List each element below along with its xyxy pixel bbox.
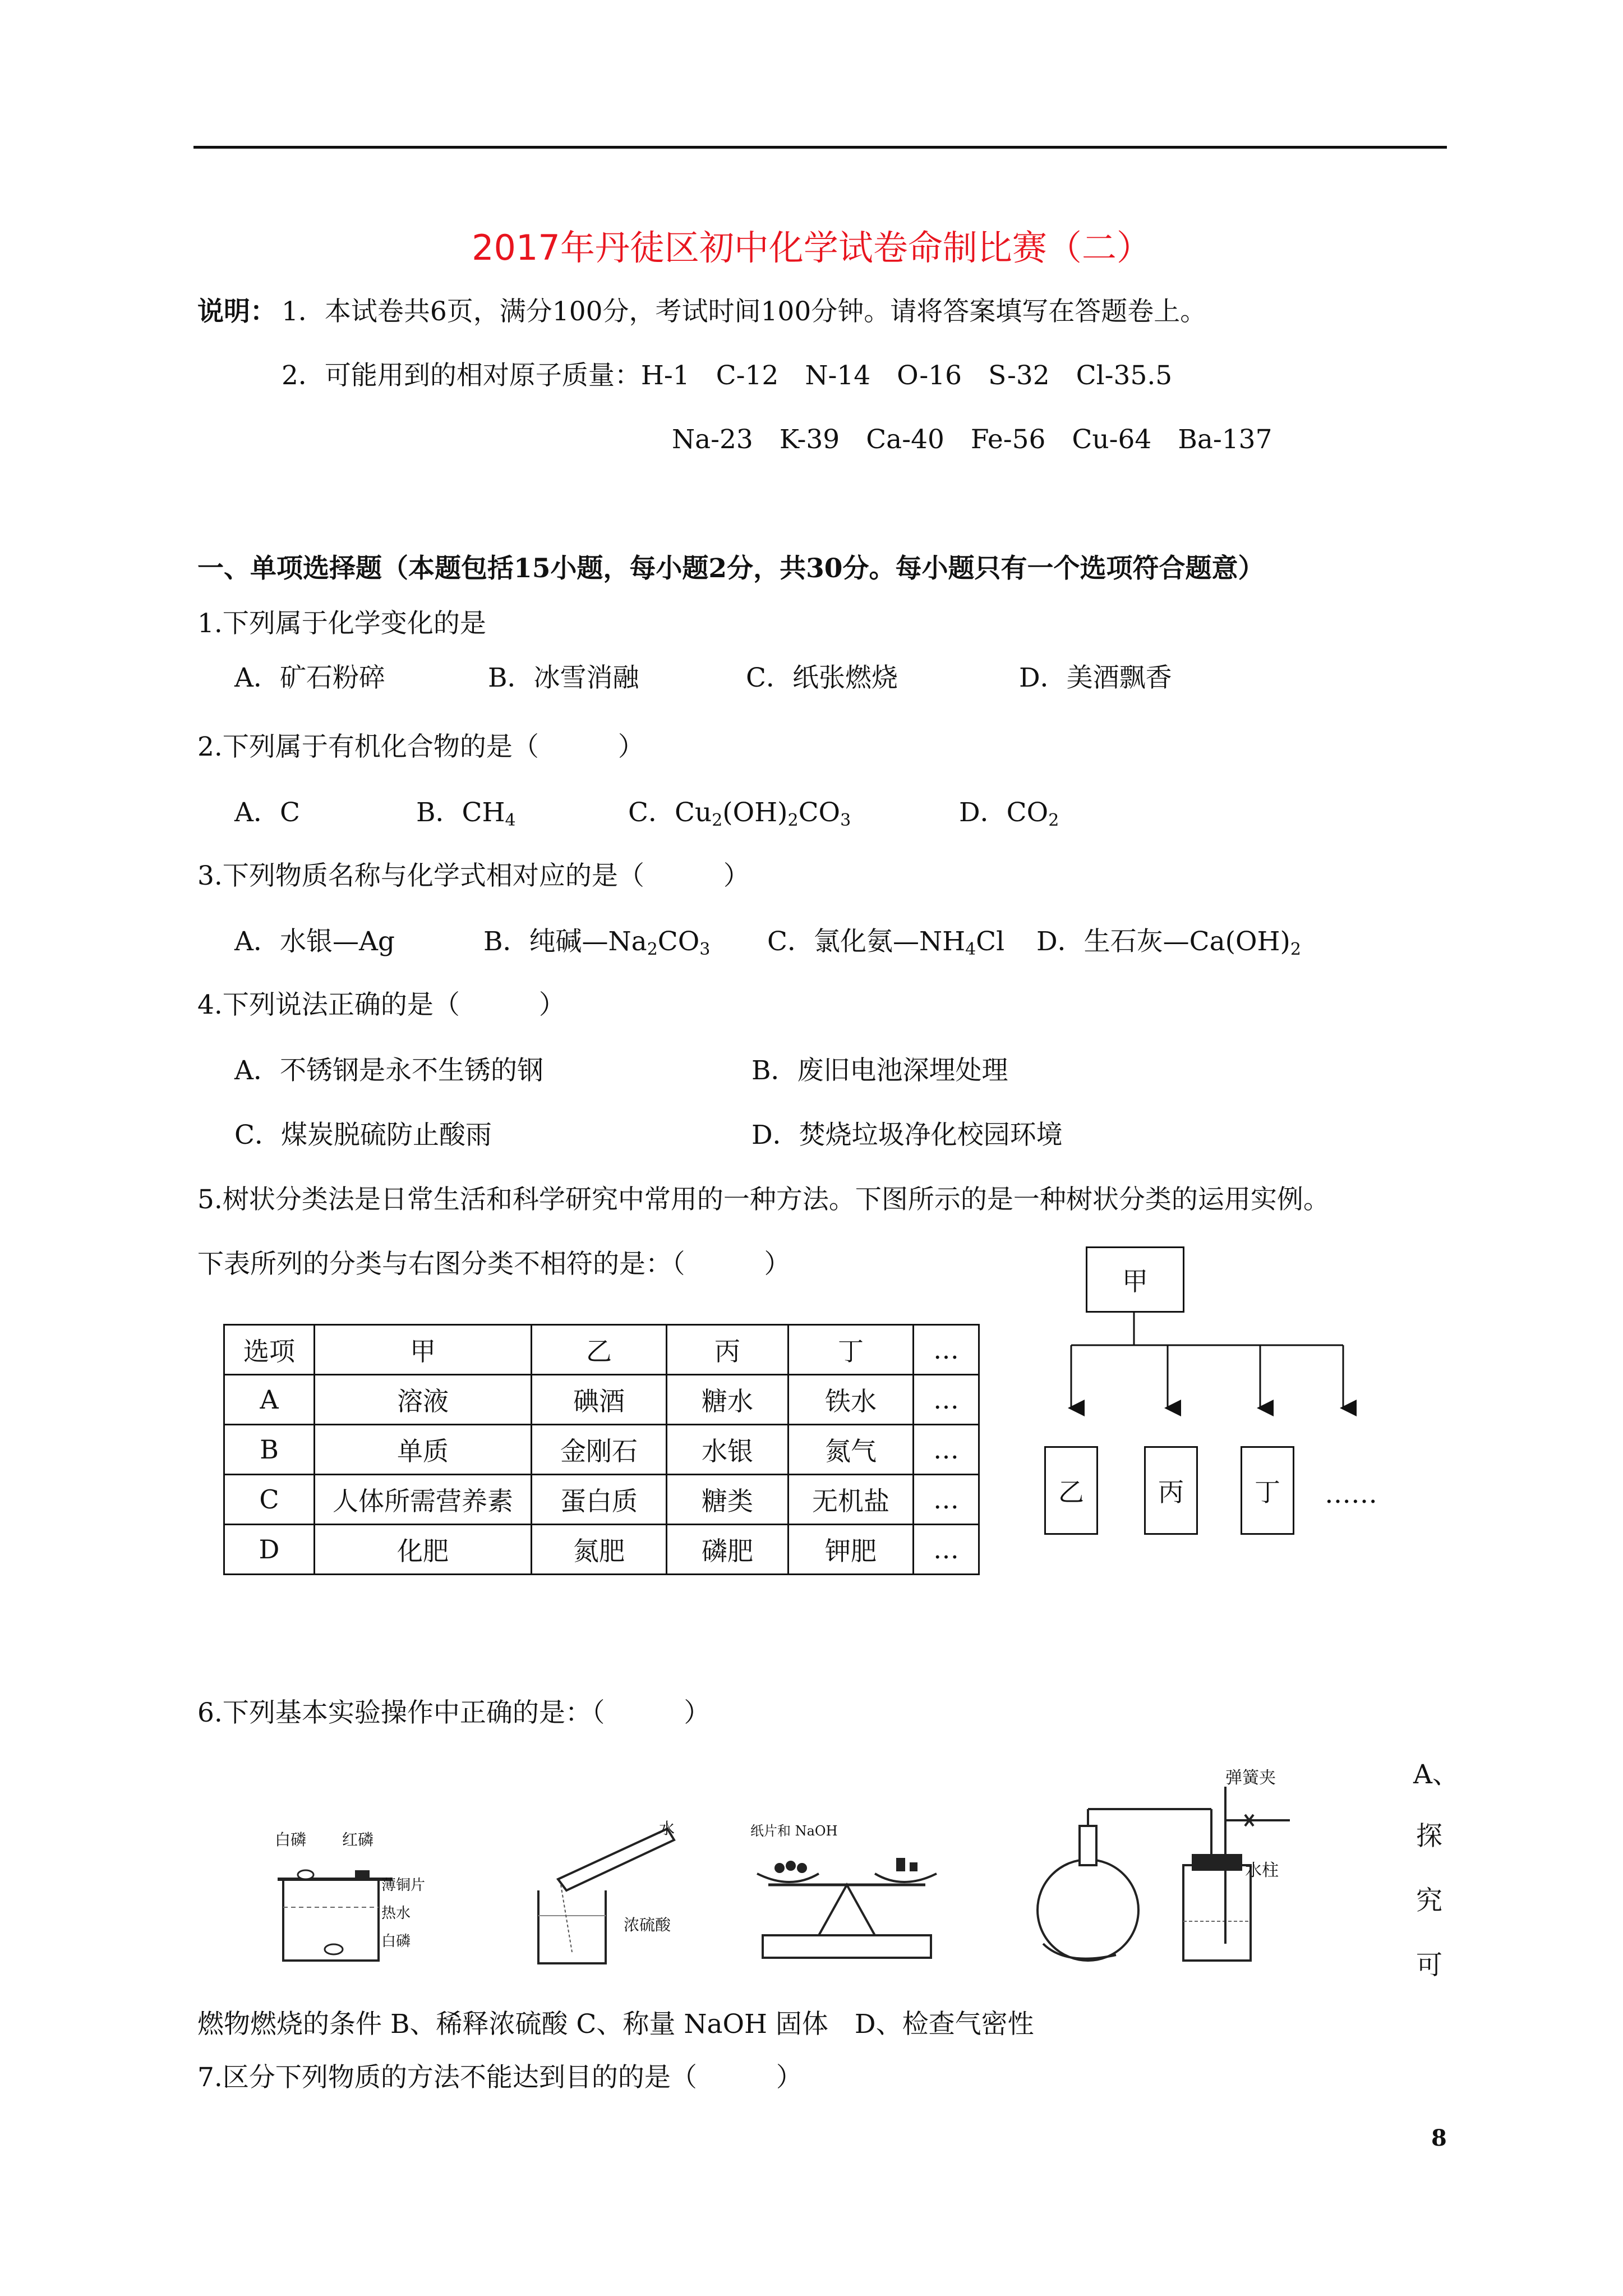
- table-header-row: [224, 1325, 979, 1375]
- tree-root-box: 甲: [1086, 1246, 1184, 1313]
- fig-d-label-clamp: 弹簧夹: [1225, 1768, 1276, 1788]
- table-cell: 糖水: [667, 1375, 789, 1425]
- fig-a-label-red-p: 红磷: [342, 1830, 374, 1849]
- table-cell: 磷肥: [667, 1525, 789, 1575]
- table-header-cell: 乙: [532, 1325, 667, 1375]
- q3-option-b: B．纯碱$—Na_2CO_3$: [483, 926, 711, 959]
- table-cell: 人体所需营养素: [315, 1475, 532, 1525]
- tree-more: ……: [1325, 1479, 1377, 1510]
- q1-option-a: A．矿石粉碎: [234, 662, 385, 693]
- table-header-cell: …: [914, 1325, 979, 1375]
- q3-stem: 3.下列物质名称与化学式相对应的是（ ）: [197, 861, 750, 891]
- q6-stem: 6.下列基本实验操作中正确的是：（ ）: [197, 1697, 711, 1728]
- table-cell: 化肥: [315, 1525, 532, 1575]
- table-row: [224, 1375, 979, 1425]
- exam-title: 2017年丹徒区初中化学试卷命制比赛（二）: [472, 227, 1151, 268]
- q2-stem: 2.下列属于有机化合物的是（ ）: [197, 731, 644, 762]
- q4-option-c: C．煤炭脱硫防止酸雨: [234, 1120, 492, 1151]
- q1-option-d: D．美酒飘香: [1019, 662, 1172, 693]
- fig-c-label: 纸片和 NaOH: [750, 1823, 838, 1839]
- table-cell: A: [224, 1375, 315, 1425]
- table-cell: 糖类: [667, 1475, 789, 1525]
- q4-stem: 4.下列说法正确的是（ ）: [197, 990, 565, 1020]
- q6-side-char: 可: [1416, 1950, 1442, 1981]
- table-cell: 氮肥: [532, 1525, 667, 1575]
- table-cell: …: [914, 1475, 979, 1525]
- q6-side-char: 究: [1416, 1885, 1442, 1916]
- table-cell: 水银: [667, 1425, 789, 1475]
- notes-line-1: 1．本试卷共6页，满分100分，考试时间100分钟。请将答案填写在答题卷上。: [282, 296, 1207, 327]
- fig-a-label-water: 热水: [381, 1905, 411, 1922]
- q2-option-d: D．$CO_2$: [959, 797, 1059, 830]
- fig-d-label-water-column: 水柱: [1245, 1861, 1279, 1880]
- table-row: [224, 1475, 979, 1525]
- q6-caption: 燃物燃烧的条件 B、稀释浓硫酸 C、称量 NaOH 固体 D、检查气密性: [197, 2009, 1034, 2040]
- fig-a-label-white-p-2: 白磷: [381, 1933, 411, 1950]
- q6-side-char: 探: [1416, 1821, 1442, 1852]
- classification-table: [223, 1324, 980, 1575]
- table-cell: …: [914, 1525, 979, 1575]
- table-cell: 氮气: [789, 1425, 914, 1475]
- table-cell: C: [224, 1475, 315, 1525]
- q3-option-d: D．生石灰$—Ca(OH)_2$: [1036, 926, 1301, 959]
- fig-b-label-water: 水: [659, 1819, 675, 1838]
- q4-option-b: B．废旧电池深埋处理: [751, 1055, 1008, 1086]
- table-cell: …: [914, 1375, 979, 1425]
- page-number: 8: [1431, 2125, 1447, 2151]
- fig-a-label-white-p: 白磷: [275, 1830, 307, 1849]
- table-cell: 无机盐: [789, 1475, 914, 1525]
- notes-line-3: Na-23 K-39 Ca-40 Fe-56 Cu-64 Ba-137: [672, 424, 1272, 455]
- table-cell: 溶液: [315, 1375, 532, 1425]
- section-1-heading: 一、单项选择题（本题包括15小题，每小题2分，共30分。每小题只有一个选项符合题意）: [197, 553, 1265, 584]
- q4-option-d: D．焚烧垃圾净化校园环境: [751, 1120, 1063, 1151]
- table-cell: 蛋白质: [532, 1475, 667, 1525]
- q2-option-a: A．C: [234, 797, 300, 828]
- tree-child-box: 乙: [1044, 1446, 1098, 1535]
- table-header-cell: 选项: [224, 1325, 315, 1375]
- tree-child-box: 丁: [1241, 1446, 1294, 1535]
- top-rule: [193, 146, 1447, 149]
- table-row: [224, 1425, 979, 1475]
- q1-option-b: B．冰雪消融: [488, 662, 639, 693]
- table-cell: 单质: [315, 1425, 532, 1475]
- q1-option-c: C．纸张燃烧: [746, 662, 898, 693]
- q2-option-b: B．$CH_4$: [416, 797, 516, 830]
- q5-stem-2: 下表所列的分类与右图分类不相符的是：（ ）: [197, 1249, 791, 1280]
- q1-stem: 1.下列属于化学变化的是: [197, 608, 486, 639]
- q3-option-a: A．水银—Ag: [234, 926, 395, 957]
- q5-stem-1: 5.树状分类法是日常生活和科学研究中常用的一种方法。下图所示的是一种树状分类的运用实例。: [197, 1184, 1330, 1215]
- q2-option-c: C．$Cu_2(OH)_2CO_3$: [628, 797, 851, 830]
- fig-a-label-copper: 薄铜片: [381, 1877, 426, 1894]
- notes-label: 说明：: [197, 296, 276, 327]
- table-cell: 钾肥: [789, 1525, 914, 1575]
- q3-option-c: C．氯化氨$—NH_4Cl$: [767, 926, 1005, 959]
- table-cell: 铁水: [789, 1375, 914, 1425]
- fig-b-label-acid: 浓硫酸: [624, 1916, 671, 1934]
- q7-stem: 7.区分下列物质的方法不能达到目的的是（ ）: [197, 2062, 803, 2093]
- table-header-cell: 丙: [667, 1325, 789, 1375]
- table-cell: 碘酒: [532, 1375, 667, 1425]
- table-cell: …: [914, 1425, 979, 1475]
- table-cell: B: [224, 1425, 315, 1475]
- table-header-cell: 丁: [789, 1325, 914, 1375]
- table-row: [224, 1525, 979, 1575]
- table-cell: 金刚石: [532, 1425, 667, 1475]
- q4-option-a: A．不锈钢是永不生锈的钢: [234, 1055, 543, 1086]
- tree-child-box: 丙: [1144, 1446, 1198, 1535]
- table-header-cell: 甲: [315, 1325, 532, 1375]
- figure-c-balance: [746, 1823, 948, 1969]
- table-cell: D: [224, 1525, 315, 1575]
- notes-line-2: 2．可能用到的相对原子质量：H-1 C-12 N-14 O-16 S-32 Cl-35.5: [282, 360, 1173, 391]
- q6-side-char: A、: [1413, 1759, 1459, 1790]
